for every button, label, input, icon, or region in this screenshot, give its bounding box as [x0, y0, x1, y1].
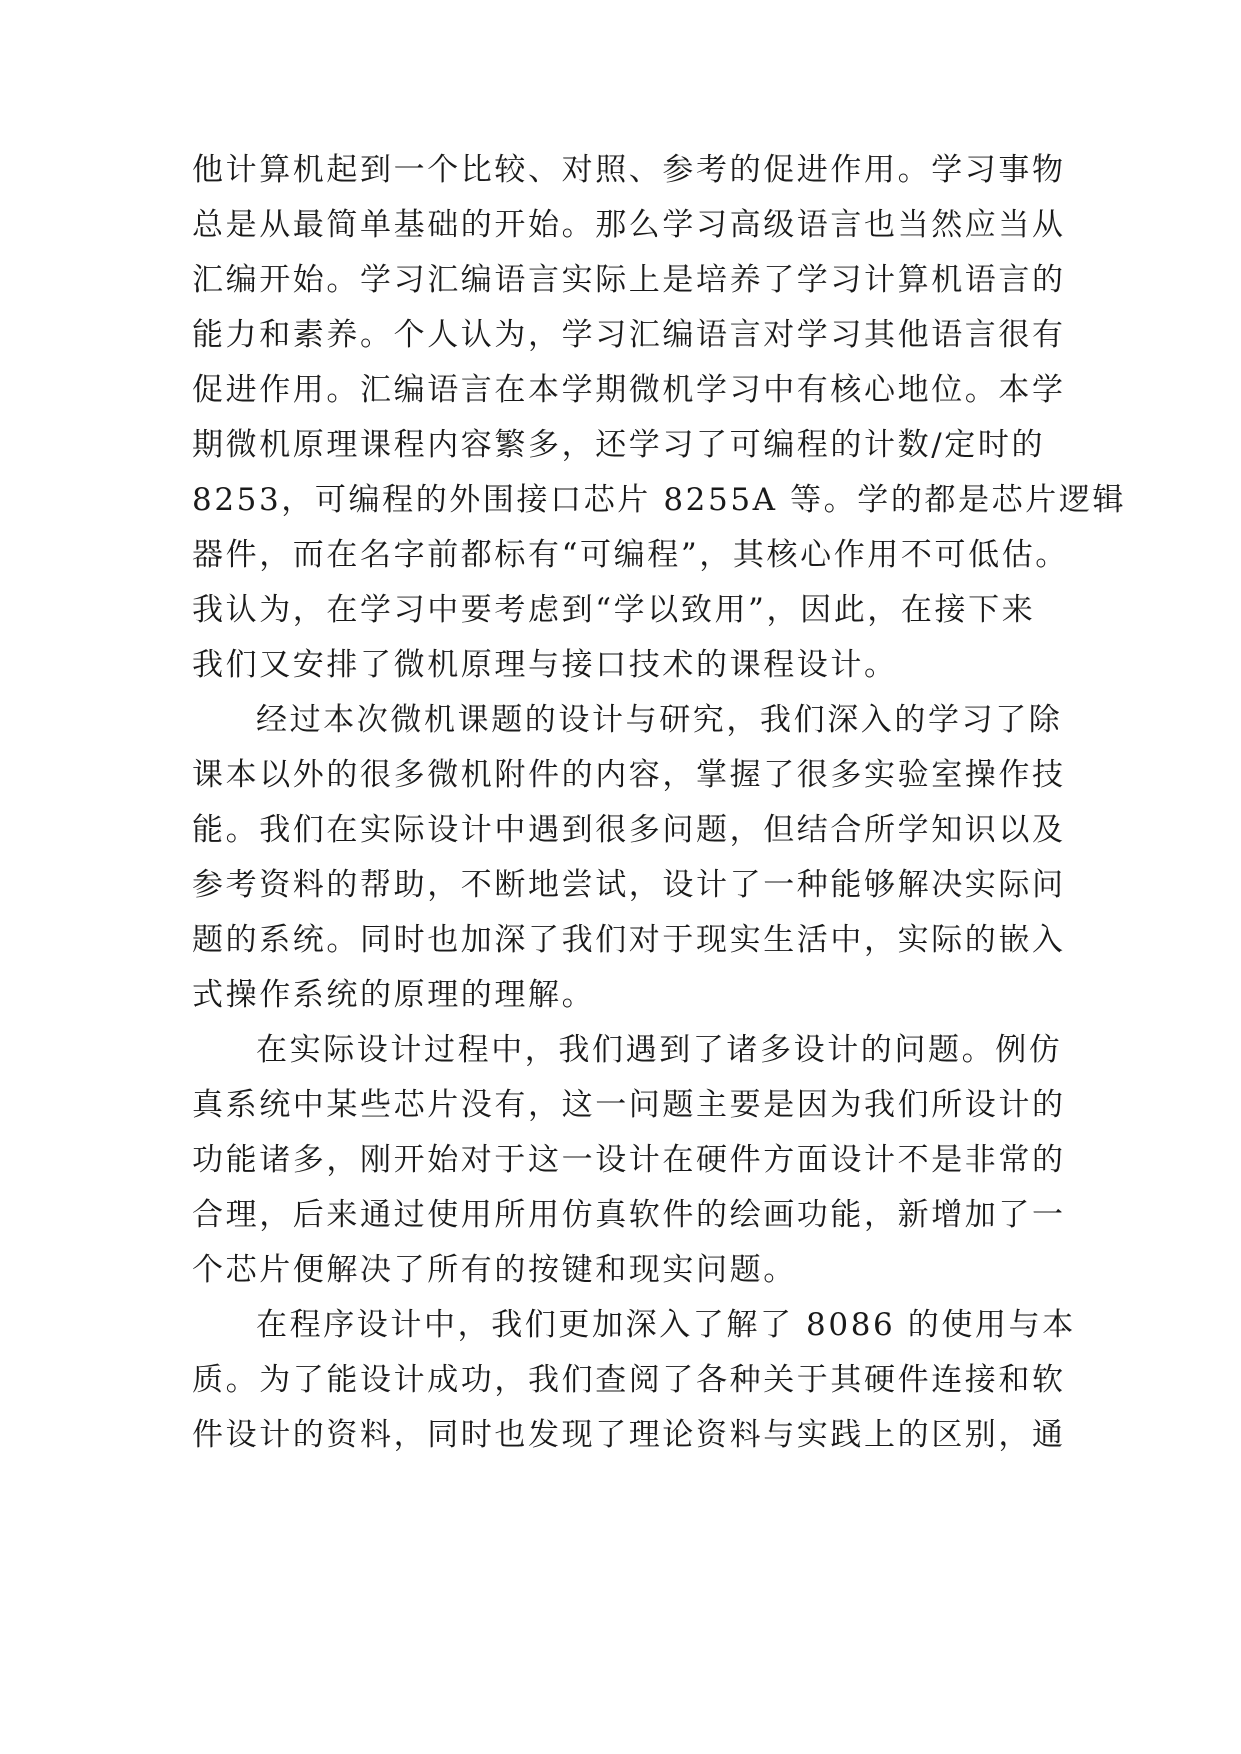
body-text-line: 促进作用。汇编语言在本学期微机学习中有核心地位。本学	[192, 372, 1066, 408]
body-text-line: 汇编开始。学习汇编语言实际上是培养了学习计算机语言的	[192, 262, 1066, 298]
body-text-line: 件设计的资料，同时也发现了理论资料与实践上的区别，通	[192, 1417, 1066, 1453]
body-text-line: 总是从最简单基础的开始。那么学习高级语言也当然应当从	[192, 207, 1066, 243]
body-text-line: 器件，而在名字前都标有“可编程”，其核心作用不可低估。	[192, 537, 1069, 573]
body-text-line: 他计算机起到一个比较、对照、参考的促进作用。学习事物	[192, 152, 1066, 188]
body-text-line: 式操作系统的原理的理解。	[192, 977, 596, 1013]
body-text-line: 题的系统。同时也加深了我们对于现实生活中，实际的嵌入	[192, 922, 1066, 958]
body-text-line: 期微机原理课程内容繁多，还学习了可编程的计数/定时的	[192, 427, 1046, 463]
body-text-line: 功能诸多，刚开始对于这一设计在硬件方面设计不是非常的	[192, 1142, 1066, 1178]
body-text-line: 8253，可编程的外围接口芯片 8255A 等。学的都是芯片逻辑	[192, 482, 1127, 518]
body-text-line: 真系统中某些芯片没有，这一问题主要是因为我们所设计的	[192, 1087, 1066, 1123]
paragraph-first-line: 在实际设计过程中，我们遇到了诸多设计的问题。例仿	[256, 1032, 1063, 1068]
body-text-line: 个芯片便解决了所有的按键和现实问题。	[192, 1252, 797, 1288]
body-text-line: 我认为，在学习中要考虑到“学以致用”，因此，在接下来	[192, 592, 1036, 628]
body-text-line: 能力和素养。个人认为，学习汇编语言对学习其他语言很有	[192, 317, 1066, 353]
body-text-line: 参考资料的帮助，不断地尝试，设计了一种能够解决实际问	[192, 867, 1066, 903]
body-text-line: 课本以外的很多微机附件的内容，掌握了很多实验室操作技	[192, 757, 1066, 793]
body-text-line: 我们又安排了微机原理与接口技术的课程设计。	[192, 647, 898, 683]
paragraph-first-line: 经过本次微机课题的设计与研究，我们深入的学习了除	[256, 702, 1063, 738]
paragraph-first-line: 在程序设计中，我们更加深入了解了 8086 的使用与本	[256, 1307, 1076, 1343]
body-text-line: 能。我们在实际设计中遇到很多问题，但结合所学知识以及	[192, 812, 1066, 848]
body-text-line: 合理，后来通过使用所用仿真软件的绘画功能，新增加了一	[192, 1197, 1066, 1233]
body-text-line: 质。为了能设计成功，我们查阅了各种关于其硬件连接和软	[192, 1362, 1066, 1398]
